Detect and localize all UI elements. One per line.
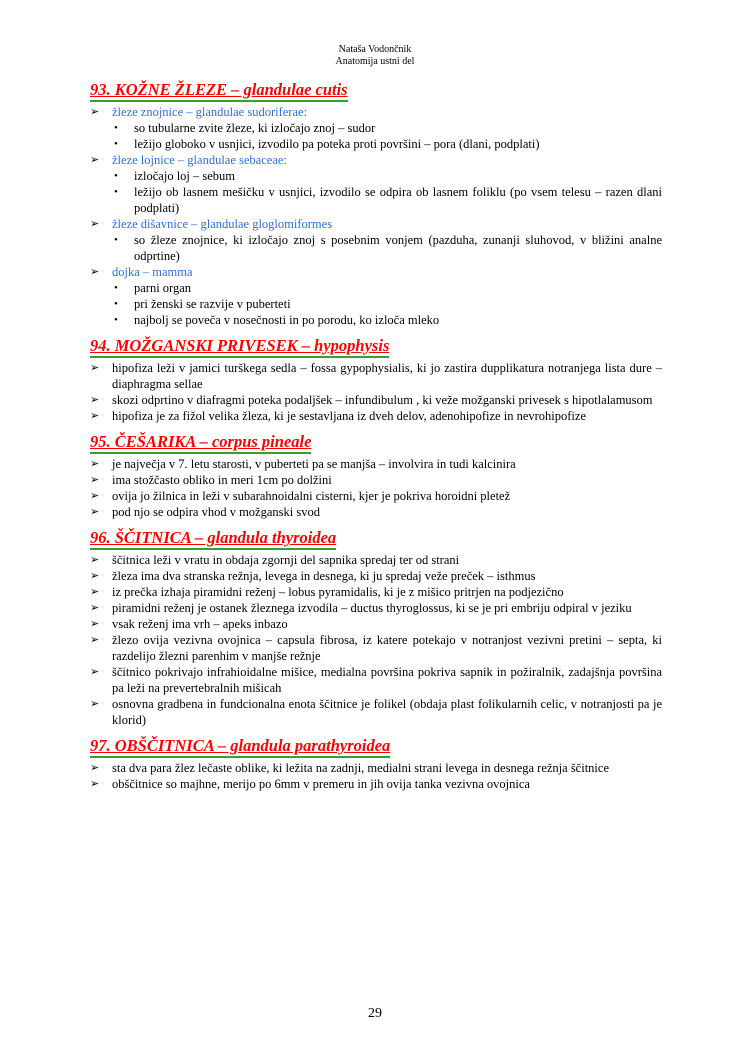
list-item: [90, 600, 662, 616]
section: [90, 432, 662, 520]
bullet-dot-icon: •: [114, 138, 118, 150]
sub-list-item: [90, 232, 662, 264]
sub-list-item-text: najbolj se poveča v nosečnosti in po porodu, ko izloča mleko: [134, 313, 440, 327]
arrow-bullet-icon: ➢: [90, 154, 100, 166]
bullet-dot-icon: •: [114, 282, 118, 294]
arrow-bullet-icon: ➢: [90, 666, 100, 678]
arrow-bullet-icon: ➢: [90, 218, 100, 230]
list-item: [90, 584, 662, 600]
list-item-text: obščitnice so majhne, merijo po 6mm v premeru in jih ovija tanka vezivna ovojnica: [112, 777, 530, 791]
list-item-text: dojka – mamma: [112, 265, 193, 279]
sub-list-item: [90, 136, 662, 152]
arrow-bullet-icon: ➢: [90, 362, 100, 374]
arrow-bullet-icon: ➢: [90, 634, 100, 646]
sub-list-item-text: so žleze znojnice, ki izločajo znoj s posebnim vonjem (pazduha, zunanji sluhovod, v bližini analne odprtine): [134, 233, 662, 263]
section-heading: 95. ČEŠARIKA – corpus pineale: [90, 432, 311, 454]
sub-list-item: [90, 312, 662, 328]
arrow-bullet-icon: ➢: [90, 618, 100, 630]
list-item: [90, 264, 662, 280]
list-item: [90, 664, 662, 696]
list-item-text: sta dva para žlez lečaste oblike, ki ležita na zadnji, medialni strani levega in desnega režnja ščitnice: [112, 761, 609, 775]
sub-list-item: [90, 184, 662, 216]
sub-list-item: [90, 296, 662, 312]
arrow-bullet-icon: ➢: [90, 778, 100, 790]
list-item-text: žleze znojnice – glandulae sudoriferae:: [112, 105, 308, 119]
list-item: [90, 152, 662, 168]
list-item-text: ščitnica leži v vratu in obdaja zgornji del sapnika spredaj ter od strani: [112, 553, 460, 567]
list-item-text: žleza ima dva stranska režnja, levega in desnega, ki ju spredaj veže preček – isthmus: [112, 569, 536, 583]
bullet-dot-icon: •: [114, 314, 118, 326]
arrow-bullet-icon: ➢: [90, 490, 100, 502]
list-item-text: osnovna gradbena in fundcionalna enota ščitnice je folikel (obdaja plast folikularnih celic, v notranjosti pa je klorid): [112, 697, 662, 727]
list-item-text: skozi odprtino v diafragmi poteka podaljšek – infundibulum , ki veže možganski privesek s hipotlalamusom: [112, 393, 653, 407]
page-number: 29: [368, 1006, 382, 1021]
arrow-bullet-icon: ➢: [90, 586, 100, 598]
sub-list-item-text: ležijo ob lasnem mešičku v usnjici, izvodilo se odpira ob lasnem foliklu (po vsem telesu – razen dlani podplati): [134, 185, 662, 215]
header-subtitle: Anatomija ustni del: [335, 56, 415, 67]
bullet-dot-icon: •: [114, 122, 118, 134]
sub-list-item-text: izločajo loj – sebum: [134, 169, 236, 183]
section: [90, 528, 662, 728]
sub-list-item: [90, 120, 662, 136]
list-item: [90, 760, 662, 776]
header-author: Nataša Vodončnik: [338, 44, 412, 55]
list-item-text: piramidni reženj je ostanek žleznega izvodila – ductus thyroglossus, ki se je pri embriju odpiral v jeziku: [112, 601, 632, 615]
arrow-bullet-icon: ➢: [90, 394, 100, 406]
list-item: [90, 488, 662, 504]
section-heading: 93. KOŽNE ŽLEZE – glandulae cutis: [90, 80, 348, 102]
sub-list-item-text: parni organ: [134, 281, 192, 295]
arrow-bullet-icon: ➢: [90, 554, 100, 566]
arrow-bullet-icon: ➢: [90, 698, 100, 710]
list-item: [90, 472, 662, 488]
list-item-text: pod njo se odpira vhod v možganski svod: [112, 505, 320, 519]
arrow-bullet-icon: ➢: [90, 266, 100, 278]
page-header: [0, 44, 750, 68]
sub-list-item-text: pri ženski se razvije v puberteti: [134, 297, 291, 311]
sub-list-item-text: so tubularne zvite žleze, ki izločajo znoj – sudor: [134, 121, 376, 135]
bullet-dot-icon: •: [114, 298, 118, 310]
list-item: [90, 504, 662, 520]
list-item: [90, 456, 662, 472]
sub-list-item: [90, 280, 662, 296]
list-item-text: žleze lojnice – glandulae sebaceae:: [112, 153, 287, 167]
document-body: [90, 80, 662, 792]
sub-list-item-text: ležijo globoko v usnjici, izvodilo pa poteka proti površini – pora (dlani, podplati): [134, 137, 540, 151]
list-item: [90, 216, 662, 232]
list-item-text: žlezo ovija vezivna ovojnica – capsula fibrosa, iz katere potekajo v notranjost vezivni pretini – septa, ki razdelijo žlezni parenhim v manjše režnje: [112, 633, 662, 663]
list-item-text: je največja v 7. letu starosti, v puberteti pa se manjša – involvira in tudi kalcinira: [112, 457, 516, 471]
section: [90, 80, 662, 328]
list-item: [90, 776, 662, 792]
list-item-text: hipofiza je za fižol velika žleza, ki je sestavljana iz dveh delov, adenohipofize in nevrohipofize: [112, 409, 586, 423]
arrow-bullet-icon: ➢: [90, 602, 100, 614]
arrow-bullet-icon: ➢: [90, 570, 100, 582]
section-heading: 96. ŠČITNICA – glandula thyroidea: [90, 528, 336, 550]
list-item: [90, 360, 662, 392]
section-heading: 97. OBŠČITNICA – glandula parathyroidea: [90, 736, 390, 758]
list-item: [90, 616, 662, 632]
list-item-text: ščitnico pokrivajo infrahioidalne mišice, medialna površina pokriva sapnik in požiralnik, zadajšnja površina pa leži na prevertebralnih mišicah: [112, 665, 662, 695]
list-item-text: ima stožčasto obliko in meri 1cm po dolžini: [112, 473, 332, 487]
arrow-bullet-icon: ➢: [90, 506, 100, 518]
arrow-bullet-icon: ➢: [90, 458, 100, 470]
list-item: [90, 552, 662, 568]
sub-list-item: [90, 168, 662, 184]
list-item: [90, 568, 662, 584]
list-item-text: vsak reženj ima vrh – apeks inbazo: [112, 617, 288, 631]
section-heading: 94. MOŽGANSKI PRIVESEK – hypophysis: [90, 336, 389, 358]
section: [90, 736, 662, 792]
bullet-dot-icon: •: [114, 234, 118, 246]
list-item-text: žleze dišavnice – glandulae gloglomiformes: [112, 217, 333, 231]
list-item: [90, 696, 662, 728]
arrow-bullet-icon: ➢: [90, 762, 100, 774]
bullet-dot-icon: •: [114, 170, 118, 182]
arrow-bullet-icon: ➢: [90, 106, 100, 118]
list-item: [90, 632, 662, 664]
list-item-text: ovija jo žilnica in leži v subarahnoidalni cisterni, kjer je pokriva horoidni pletež: [112, 489, 511, 503]
section: [90, 336, 662, 424]
bullet-dot-icon: •: [114, 186, 118, 198]
list-item-text: iz prečka izhaja piramidni reženj – lobus pyramidalis, ki je z mišico pritrjen na podjezično: [112, 585, 564, 599]
list-item: [90, 104, 662, 120]
list-item-text: hipofiza leži v jamici turškega sedla – fossa gypophysialis, ki jo zastira dupplikatura notranjega lista dure – diaphragma sellae: [112, 361, 662, 391]
arrow-bullet-icon: ➢: [90, 474, 100, 486]
list-item: [90, 392, 662, 408]
list-item: [90, 408, 662, 424]
arrow-bullet-icon: ➢: [90, 410, 100, 422]
